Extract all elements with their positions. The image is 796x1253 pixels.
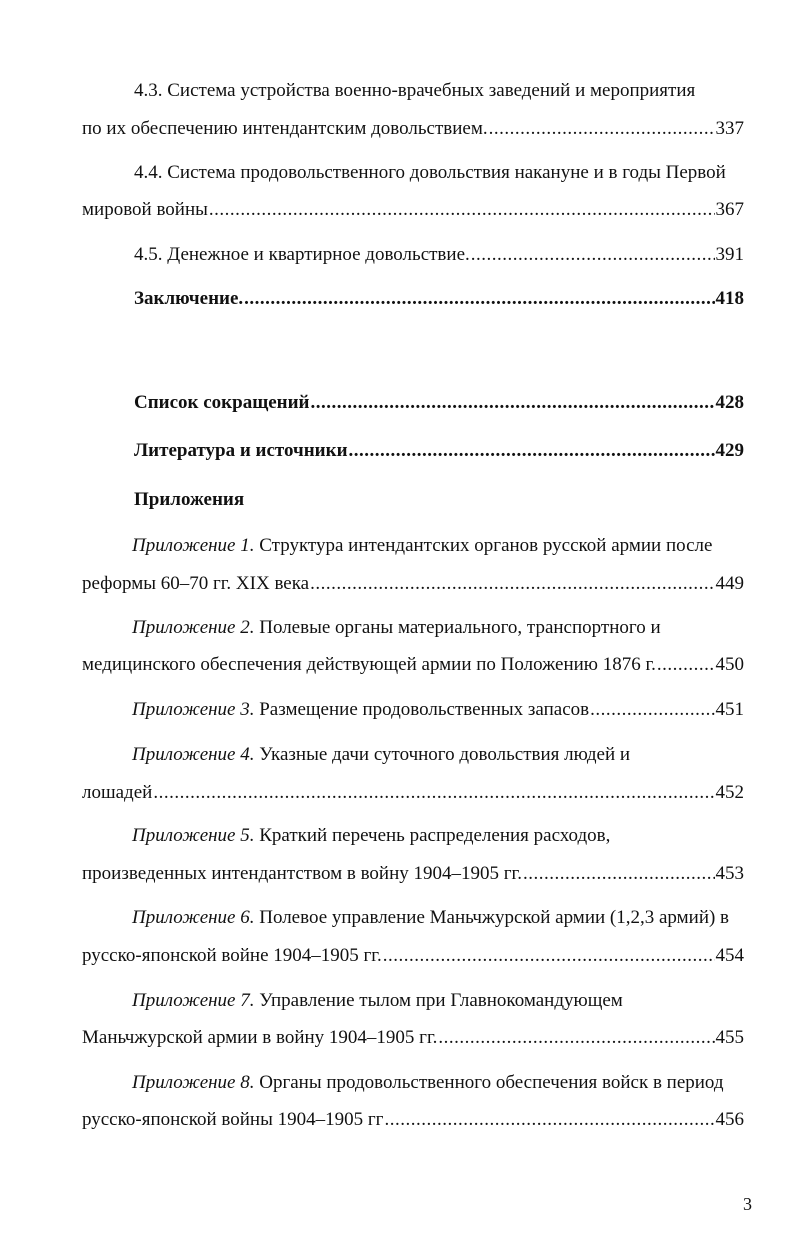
toc-entry-4-3-line2[interactable] [82, 116, 744, 142]
appendix-2-line2[interactable] [82, 652, 744, 678]
appendix-title: медицинского обеспечения действующей армии по Положению 1876 г. [82, 654, 656, 675]
appendix-7-line1 [132, 988, 744, 1014]
appendix-label: Приложение 8. [132, 1072, 255, 1093]
appendices-heading [134, 487, 744, 513]
appendix-title: лошадей [82, 782, 153, 803]
leader-dots [657, 652, 715, 678]
appendix-title: Структура интендантских органов русской армии после [254, 535, 713, 556]
toc-page-number: 453 [715, 863, 744, 884]
appendix-8-line1 [132, 1070, 744, 1096]
heading-text: Приложения [134, 489, 245, 510]
appendix-2-line1 [132, 615, 744, 641]
toc-entry-conclusion[interactable] [134, 286, 744, 312]
appendix-label: Приложение 2. [132, 617, 255, 638]
leader-dots [349, 438, 715, 464]
leader-dots [489, 116, 715, 142]
toc-entry-text: 4.4. Система продовольственного довольствия накануне и в годы Первой [134, 162, 726, 183]
leader-dots [209, 197, 715, 223]
appendix-title: Полевое управление Маньчжурской армии (1,2,3 армий) в [254, 907, 730, 928]
appendix-label: Приложение 7. [132, 990, 255, 1011]
leader-dots [310, 571, 714, 597]
appendix-title: Краткий перечень распределения расходов, [254, 825, 611, 846]
appendix-title: русско-японской войне 1904–1905 гг. [82, 945, 382, 966]
appendix-4-line2[interactable] [82, 780, 744, 806]
appendix-title: реформы 60–70 гг. XIX века [82, 573, 310, 594]
toc-entry-text: мировой войны [82, 199, 208, 220]
appendix-5-line1 [132, 823, 744, 849]
appendix-title: русско-японской войны 1904–1905 гг [82, 1109, 384, 1130]
leader-dots [438, 1025, 714, 1051]
toc-entry-text: 4.3. Система устройства военно-врачебных заведений и мероприятия [134, 80, 696, 101]
appendix-title: Указные дачи суточного довольствия людей и [254, 744, 631, 765]
appendix-title: произведенных интендантством в войну 1904–1905 гг. [82, 863, 522, 884]
appendix-label: Приложение 5. [132, 825, 255, 846]
toc-entry-4-5[interactable] [134, 242, 744, 268]
toc-page-number: 450 [715, 654, 744, 675]
appendix-title: Размещение продовольственных запасов [254, 699, 590, 720]
leader-dots [153, 780, 714, 806]
leader-dots [384, 1107, 714, 1133]
toc-page-number: 429 [715, 440, 744, 461]
toc-page-number: 428 [715, 392, 744, 413]
leader-dots [383, 943, 715, 969]
toc-page-number: 455 [715, 1027, 744, 1048]
appendix-title: Полевые органы материального, транспортного и [254, 617, 661, 638]
toc-entry-text: 4.5. Денежное и квартирное довольствие. [134, 244, 470, 265]
toc-page-number: 451 [715, 699, 744, 720]
toc-entry-4-3-line1 [134, 78, 744, 104]
toc-entry-4-4-line2[interactable] [82, 197, 744, 223]
appendix-4-line1 [132, 742, 744, 768]
appendix-1-line2[interactable] [82, 571, 744, 597]
leader-dots [311, 390, 715, 416]
toc-entry-text: по их обеспечению интендантским довольствием. [82, 118, 488, 139]
leader-dots [471, 242, 715, 268]
toc-page-number: 418 [715, 288, 744, 309]
appendix-7-line2[interactable] [82, 1025, 744, 1051]
leader-dots [590, 697, 714, 723]
appendix-label: Приложение 4. [132, 744, 255, 765]
page-number: 3 [743, 1194, 752, 1214]
toc-page-number: 456 [715, 1109, 744, 1130]
appendix-title: Органы продовольственного обеспечения войск в период [254, 1072, 724, 1093]
toc-entry-text: Заключение. [134, 288, 244, 309]
toc-page-number: 391 [715, 244, 744, 265]
toc-page-number: 454 [715, 945, 744, 966]
appendix-6-line2[interactable] [82, 943, 744, 969]
appendix-label: Приложение 1. [132, 535, 255, 556]
toc-entry-abbreviations[interactable] [134, 390, 744, 416]
appendix-5-line2[interactable] [82, 861, 744, 887]
toc-entry-text: Список сокращений [134, 392, 310, 413]
leader-dots [244, 286, 714, 312]
toc-page-number: 337 [715, 118, 744, 139]
toc-entry-literature[interactable] [134, 438, 744, 464]
toc-entry-4-4-line1 [134, 160, 744, 186]
toc-entry-text: Литература и источники [134, 440, 348, 461]
leader-dots [523, 861, 715, 887]
appendix-6-line1 [132, 905, 744, 931]
appendix-title: Маньчжурской армии в войну 1904–1905 гг. [82, 1027, 438, 1048]
appendix-label: Приложение 3. [132, 699, 255, 720]
toc-page-number: 449 [715, 573, 744, 594]
appendix-3[interactable] [132, 697, 744, 723]
appendix-1-line1 [132, 533, 744, 559]
appendix-label: Приложение 6. [132, 907, 255, 928]
appendix-8-line2[interactable] [82, 1107, 744, 1133]
appendix-title: Управление тылом при Главнокомандующем [254, 990, 623, 1011]
toc-page-number: 452 [715, 782, 744, 803]
toc-page-number: 367 [715, 199, 744, 220]
